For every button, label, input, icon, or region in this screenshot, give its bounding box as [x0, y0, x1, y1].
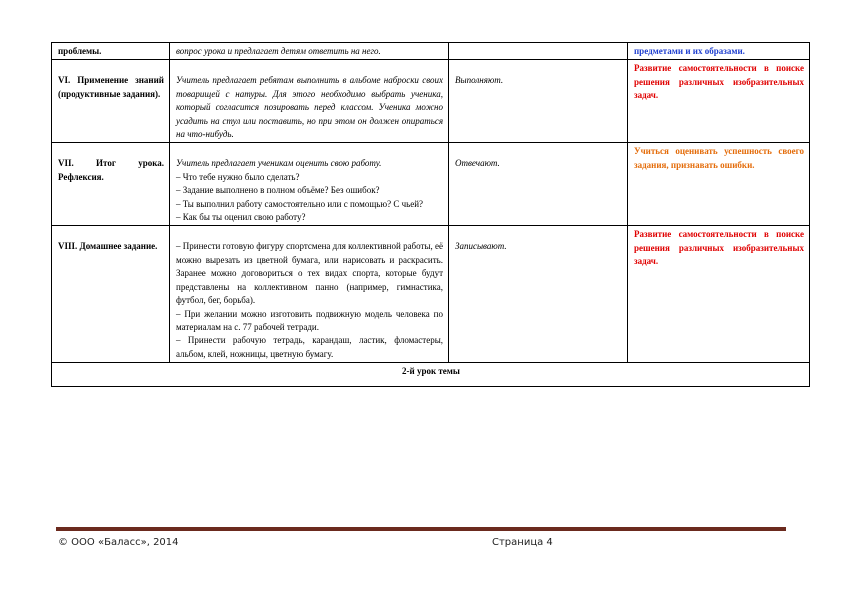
homework-item: – Принести рабочую тетрадь, карандаш, ластик, фломастеры, альбом, клей, ножницы, цветную бумагу. [176, 335, 443, 359]
pupil-activity-cell [449, 43, 628, 60]
table-row [52, 226, 810, 363]
lesson-plan-table [51, 42, 810, 387]
teacher-activity-cell [170, 226, 449, 363]
stage-cell: VIII. Домашнее задание. [52, 226, 170, 363]
result-cell: предметами и их образами. [628, 43, 810, 60]
section-title: 2-й урок темы [52, 363, 810, 387]
result-cell: Учиться оценивать успешность своего задания, признавать ошибки. [628, 143, 810, 226]
copyright-text: © ООО «Баласс», 2014 [58, 537, 179, 548]
section-row [52, 363, 810, 387]
pupil-activity-cell: Отвечают. [449, 143, 628, 226]
result-cell: Развитие самостоятельности в поиске решения различных изобразительных задач. [628, 226, 810, 363]
question-item: – Ты выполнил работу самостоятельно или с помощью? С чьей? [176, 198, 424, 209]
teacher-text: Учитель предлагает ребятам выполнить в альбоме наброски своих товарищей с натуры. Для этого необходимо выбрать ученика, который согласится позировать перед классом. Ученика можно усадить на стул или поставить, но при этом он должен опираться на что-нибудь. [176, 75, 443, 140]
teacher-activity-cell [170, 60, 449, 143]
result-cell: Развитие самостоятельности в поиске решения различных изобразительных задач. [628, 60, 810, 143]
pupil-activity-cell: Записывают. [449, 226, 628, 363]
footer-divider [56, 527, 786, 531]
table-row [52, 43, 810, 60]
stage-cell: VII. Итог урока. Рефлексия. [52, 143, 170, 226]
question-item: – Задание выполнено в полном объёме? Без ошибок? [176, 185, 380, 196]
question-item: – Что тебе нужно было сделать? [176, 171, 300, 182]
page-number: Страница 4 [492, 537, 553, 548]
teacher-activity-cell [170, 43, 449, 60]
table-row [52, 143, 810, 226]
table-row [52, 60, 810, 143]
stage-cell: VI. Применение знаний (продуктивные задания). [52, 60, 170, 143]
teacher-activity-cell [170, 143, 449, 226]
homework-item: – При желании можно изготовить подвижную модель человека по материалам на с. 77 рабочей тетради. [176, 308, 443, 332]
teacher-intro: Учитель предлагает ученикам оценить свою работу. [176, 158, 382, 169]
question-item: – Как бы ты оценил свою работу? [176, 212, 306, 223]
stage-cell: проблемы. [52, 43, 170, 60]
teacher-text: вопрос урока и предлагает детям ответить на него. [176, 46, 381, 56]
pupil-activity-cell: Выполняют. [449, 60, 628, 143]
homework-item: – Принести готовую фигуру спортсмена для коллективной работы, её можно вырезать из цветной бумага, или нарисовать и раскрасить. Заранее можно договориться о тех видах спорта, которые будут представлены на коллективном панно (например, гимнастика, футбол, бег, борьба). [176, 241, 443, 306]
